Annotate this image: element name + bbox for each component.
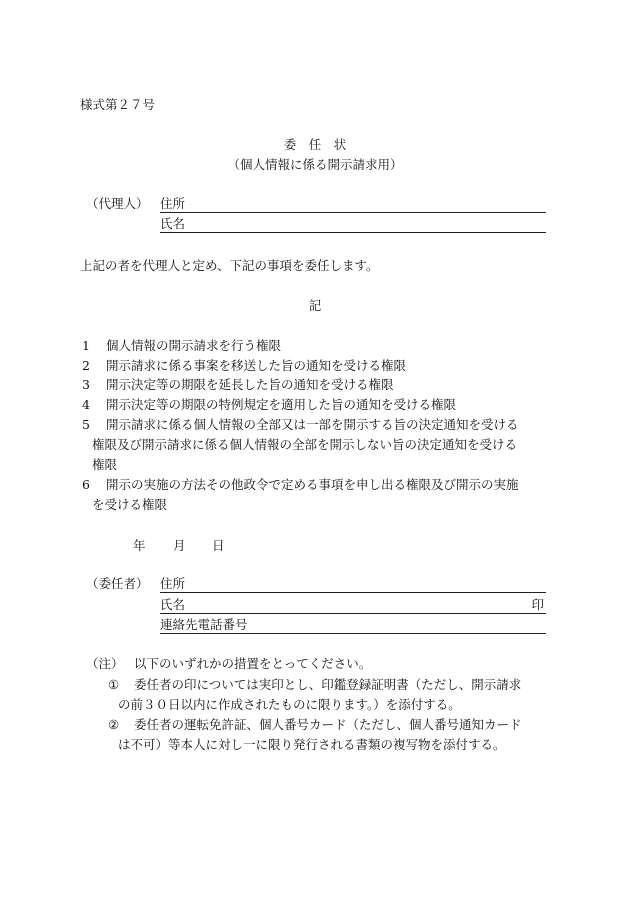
note-text: 委任者の印については実印とし、印鑑登録証明書（ただし、開示請求 (134, 677, 522, 692)
date-year: 年 (133, 538, 146, 553)
notes-intro: 以下のいずれかの措置をとってください。 (134, 656, 372, 671)
note-mark: ① (108, 677, 120, 692)
principal-label: （委任者） (86, 576, 149, 591)
principal-phone-label: 連絡先電話番号 (160, 617, 248, 632)
note-text-continuation: の前３０日以内に作成されたものに限ります。）を添付する。 (118, 697, 461, 712)
seal-mark: 印 (531, 597, 544, 612)
agent-address-field (160, 196, 546, 213)
agent-name-field (160, 216, 546, 233)
principal-address-field (160, 576, 546, 593)
note-mark: ② (108, 717, 120, 732)
form-number: 様式第２７号 (80, 97, 156, 112)
list-item-continuation: を受ける権限 (92, 497, 168, 512)
principal-name-label: 氏名 (160, 597, 186, 612)
note-text-continuation: は不可）等本人に対し一に限り発行される書類の複写物を添付する。 (118, 737, 506, 752)
agent-name-label: 氏名 (160, 216, 186, 231)
list-item: 2 開示請求に係る事案を移送した旨の通知を受ける権限 (82, 358, 407, 373)
document-title: 委 任 状 (283, 137, 347, 152)
list-item: 5 開示請求に係る個人情報の全部又は一部を開示する旨の決定通知を受ける (82, 417, 519, 432)
list-item: 6 開示の実施の方法その他政令で定める事項を申し出る権限及び開示の実施 (82, 477, 519, 492)
principal-phone-field (160, 617, 546, 634)
principal-name-field (160, 597, 546, 614)
list-item: 3 開示決定等の期限を延長した旨の通知を受ける権限 (82, 377, 394, 392)
statement: 上記の者を代理人と定め、下記の事項を委任します。 (80, 258, 379, 273)
list-item-continuation: 権限及び開示請求に係る個人情報の全部を開示しない旨の決定通知を受ける (92, 437, 518, 452)
agent-address-label: 住所 (160, 196, 186, 211)
date-day: 日 (212, 538, 225, 553)
notes-label: （注） (86, 656, 124, 671)
list-item-continuation: 権限 (92, 457, 118, 472)
note-text: 委任者の運転免許証、個人番号カード（ただし、個人番号通知カード (134, 717, 522, 732)
list-item: 4 開示決定等の期限の特例規定を適用した旨の通知を受ける権限 (82, 397, 457, 412)
agent-label: （代理人） (86, 196, 149, 211)
date-month: 月 (173, 538, 186, 553)
principal-address-label: 住所 (160, 576, 186, 591)
list-item: 1 個人情報の開示請求を行う権限 (82, 338, 282, 353)
document-subtitle: （個人情報に係る開示請求用） (227, 157, 403, 172)
ki-heading: 記 (308, 298, 322, 313)
